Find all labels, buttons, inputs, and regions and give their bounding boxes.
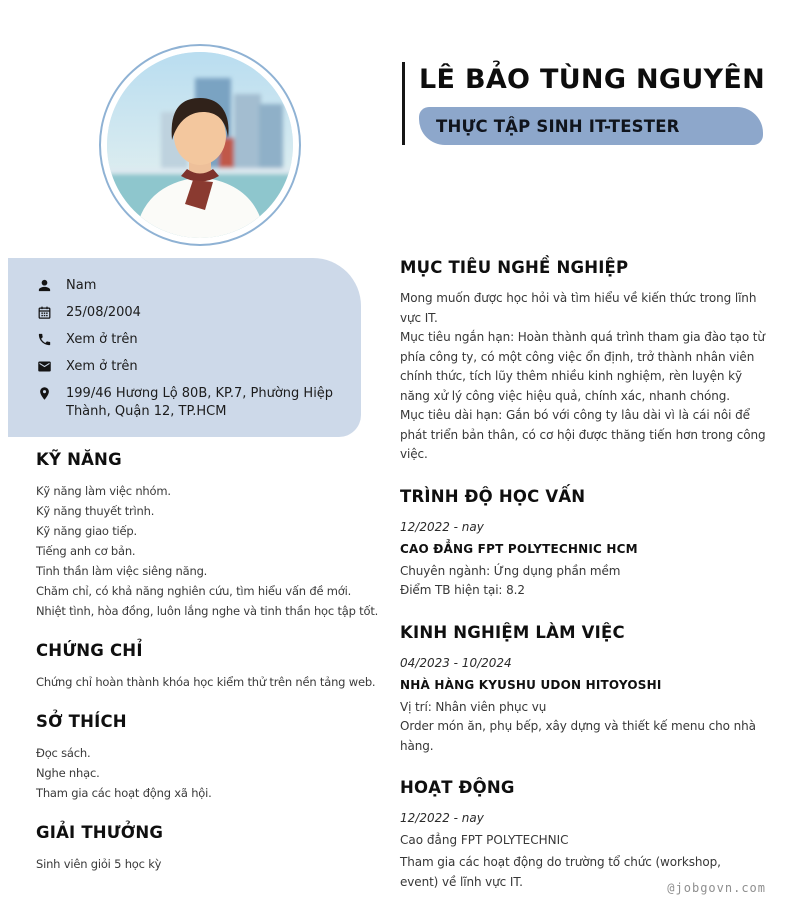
section-objective [400,258,774,465]
education-detail: Chuyên ngành: Ứng dụng phần mềm [400,563,621,578]
education-date: 12/2022 - nay [400,519,484,534]
job-title-badge [419,107,763,145]
profile-photo [107,52,293,238]
section-heading: HOẠT ĐỘNG [400,778,515,797]
calendar-icon [37,305,52,320]
section-heading: MỤC TIÊU NGHỀ NGHIỆP [400,258,629,277]
activity-detail: event) về lĩnh vực IT. [400,874,523,889]
section-heading: KỸ NĂNG [36,450,122,469]
experience-detail: Order món ăn, phụ bếp, xây dựng và thiết kế menu cho nhà hàng. [400,719,756,753]
hobby-item: Nghe nhạc. [36,766,100,780]
candidate-name: LÊ BẢO TÙNG NGUYÊN [419,64,766,95]
contact-item-email [37,358,339,376]
section-awards [36,823,381,874]
skill-item: Tiếng anh cơ bản. [36,544,136,558]
contact-text: Xem ở trên [66,332,138,347]
section-activities [400,778,774,892]
section-heading: GIẢI THƯỞNG [36,823,164,842]
section-heading: CHỨNG CHỈ [36,641,143,660]
experience-date: 04/2023 - 10/2024 [400,655,512,670]
activity-date: 12/2022 - nay [400,811,484,825]
skill-item: Chăm chỉ, có khả năng nghiên cứu, tìm hiểu vấn đề mới. [36,584,352,598]
section-heading: TRÌNH ĐỘ HỌC VẤN [400,486,586,506]
experience-company: NHÀ HÀNG KYUSHU UDON HITOYOSHI [400,677,662,692]
contact-item-gender [37,277,339,295]
contact-item-address [37,385,339,421]
section-skills [36,450,381,621]
education-school: CAO ĐẲNG FPT POLYTECHNIC HCM [400,541,638,556]
location-icon [37,386,52,401]
hobby-item: Đọc sách. [36,746,91,760]
contact-box [8,258,361,437]
section-hobbies [36,712,381,803]
contact-text: Nam [66,278,97,293]
section-heading: SỞ THÍCH [36,712,127,731]
objective-text: Mong muốn được học hỏi và tìm hiểu về kiến thức trong lĩnh vực IT. [400,291,757,325]
education-detail: Điểm TB hiện tại: 8.2 [400,583,525,597]
award-item: Sinh viên giỏi 5 học kỳ [36,857,162,871]
skill-item: Nhiệt tình, hòa đồng, luôn lắng nghe và tinh thần học tập tốt. [36,604,379,618]
hobby-item: Tham gia các hoạt động xã hội. [36,786,212,800]
contact-item-birthdate [37,304,339,322]
skill-item: Kỹ năng thuyết trình. [36,504,155,518]
activity-detail: Tham gia các hoạt động do trường tổ chức (workshop, [400,855,721,869]
certificate-item: Chứng chỉ hoàn thành khóa học kiểm thử trên nền tảng web. [36,675,376,689]
section-certificates [36,641,381,692]
contact-text: 25/08/2004 [66,305,141,320]
skill-item: Kỹ năng giao tiếp. [36,524,137,538]
objective-text: Mục tiêu dài hạn: Gắn bó với công ty lâu dài vì là cái nôi để phát triển bản thân, có cơ hội được thăng tiến hơn trong công việc. [400,408,766,461]
job-title: THỰC TẬP SINH IT-TESTER [436,116,680,136]
right-column [400,258,774,892]
section-heading: KINH NGHIỆM LÀM VIỆC [400,622,625,642]
contact-text: Xem ở trên [66,359,138,374]
mail-icon [37,359,52,374]
profile-photo-frame [99,44,301,246]
objective-text: Mục tiêu ngắn hạn: Hoàn thành quá trình tham gia đào tạo từ phía công ty, có một công việc ổn định, trở thành nhân viên chính thức, tích lũy thêm nhiều kinh nghiệm, rèn luyện kỹ năng xử lý công việc hiệu quả, chính xác, nhanh chóng. [400,330,765,403]
person-icon [37,278,52,293]
left-column [36,450,381,874]
skill-item: Tinh thần làm việc siêng năng. [36,564,208,578]
activity-org: Cao đẳng FPT POLYTECHNIC [400,833,569,847]
phone-icon [37,332,52,347]
section-experience [400,623,774,757]
contact-text: 199/46 Hương Lộ 80B, KP.7, Phường Hiệp Thành, Quận 12, TP.HCM [66,386,334,419]
section-education [400,487,774,601]
experience-detail: Vị trí: Nhân viên phục vụ [400,699,547,714]
contact-item-phone [37,331,339,349]
watermark: @jobgovn.com [667,881,766,895]
profile-photo-illustration [107,52,293,238]
header [402,62,770,145]
skill-item: Kỹ năng làm việc nhóm. [36,484,171,498]
